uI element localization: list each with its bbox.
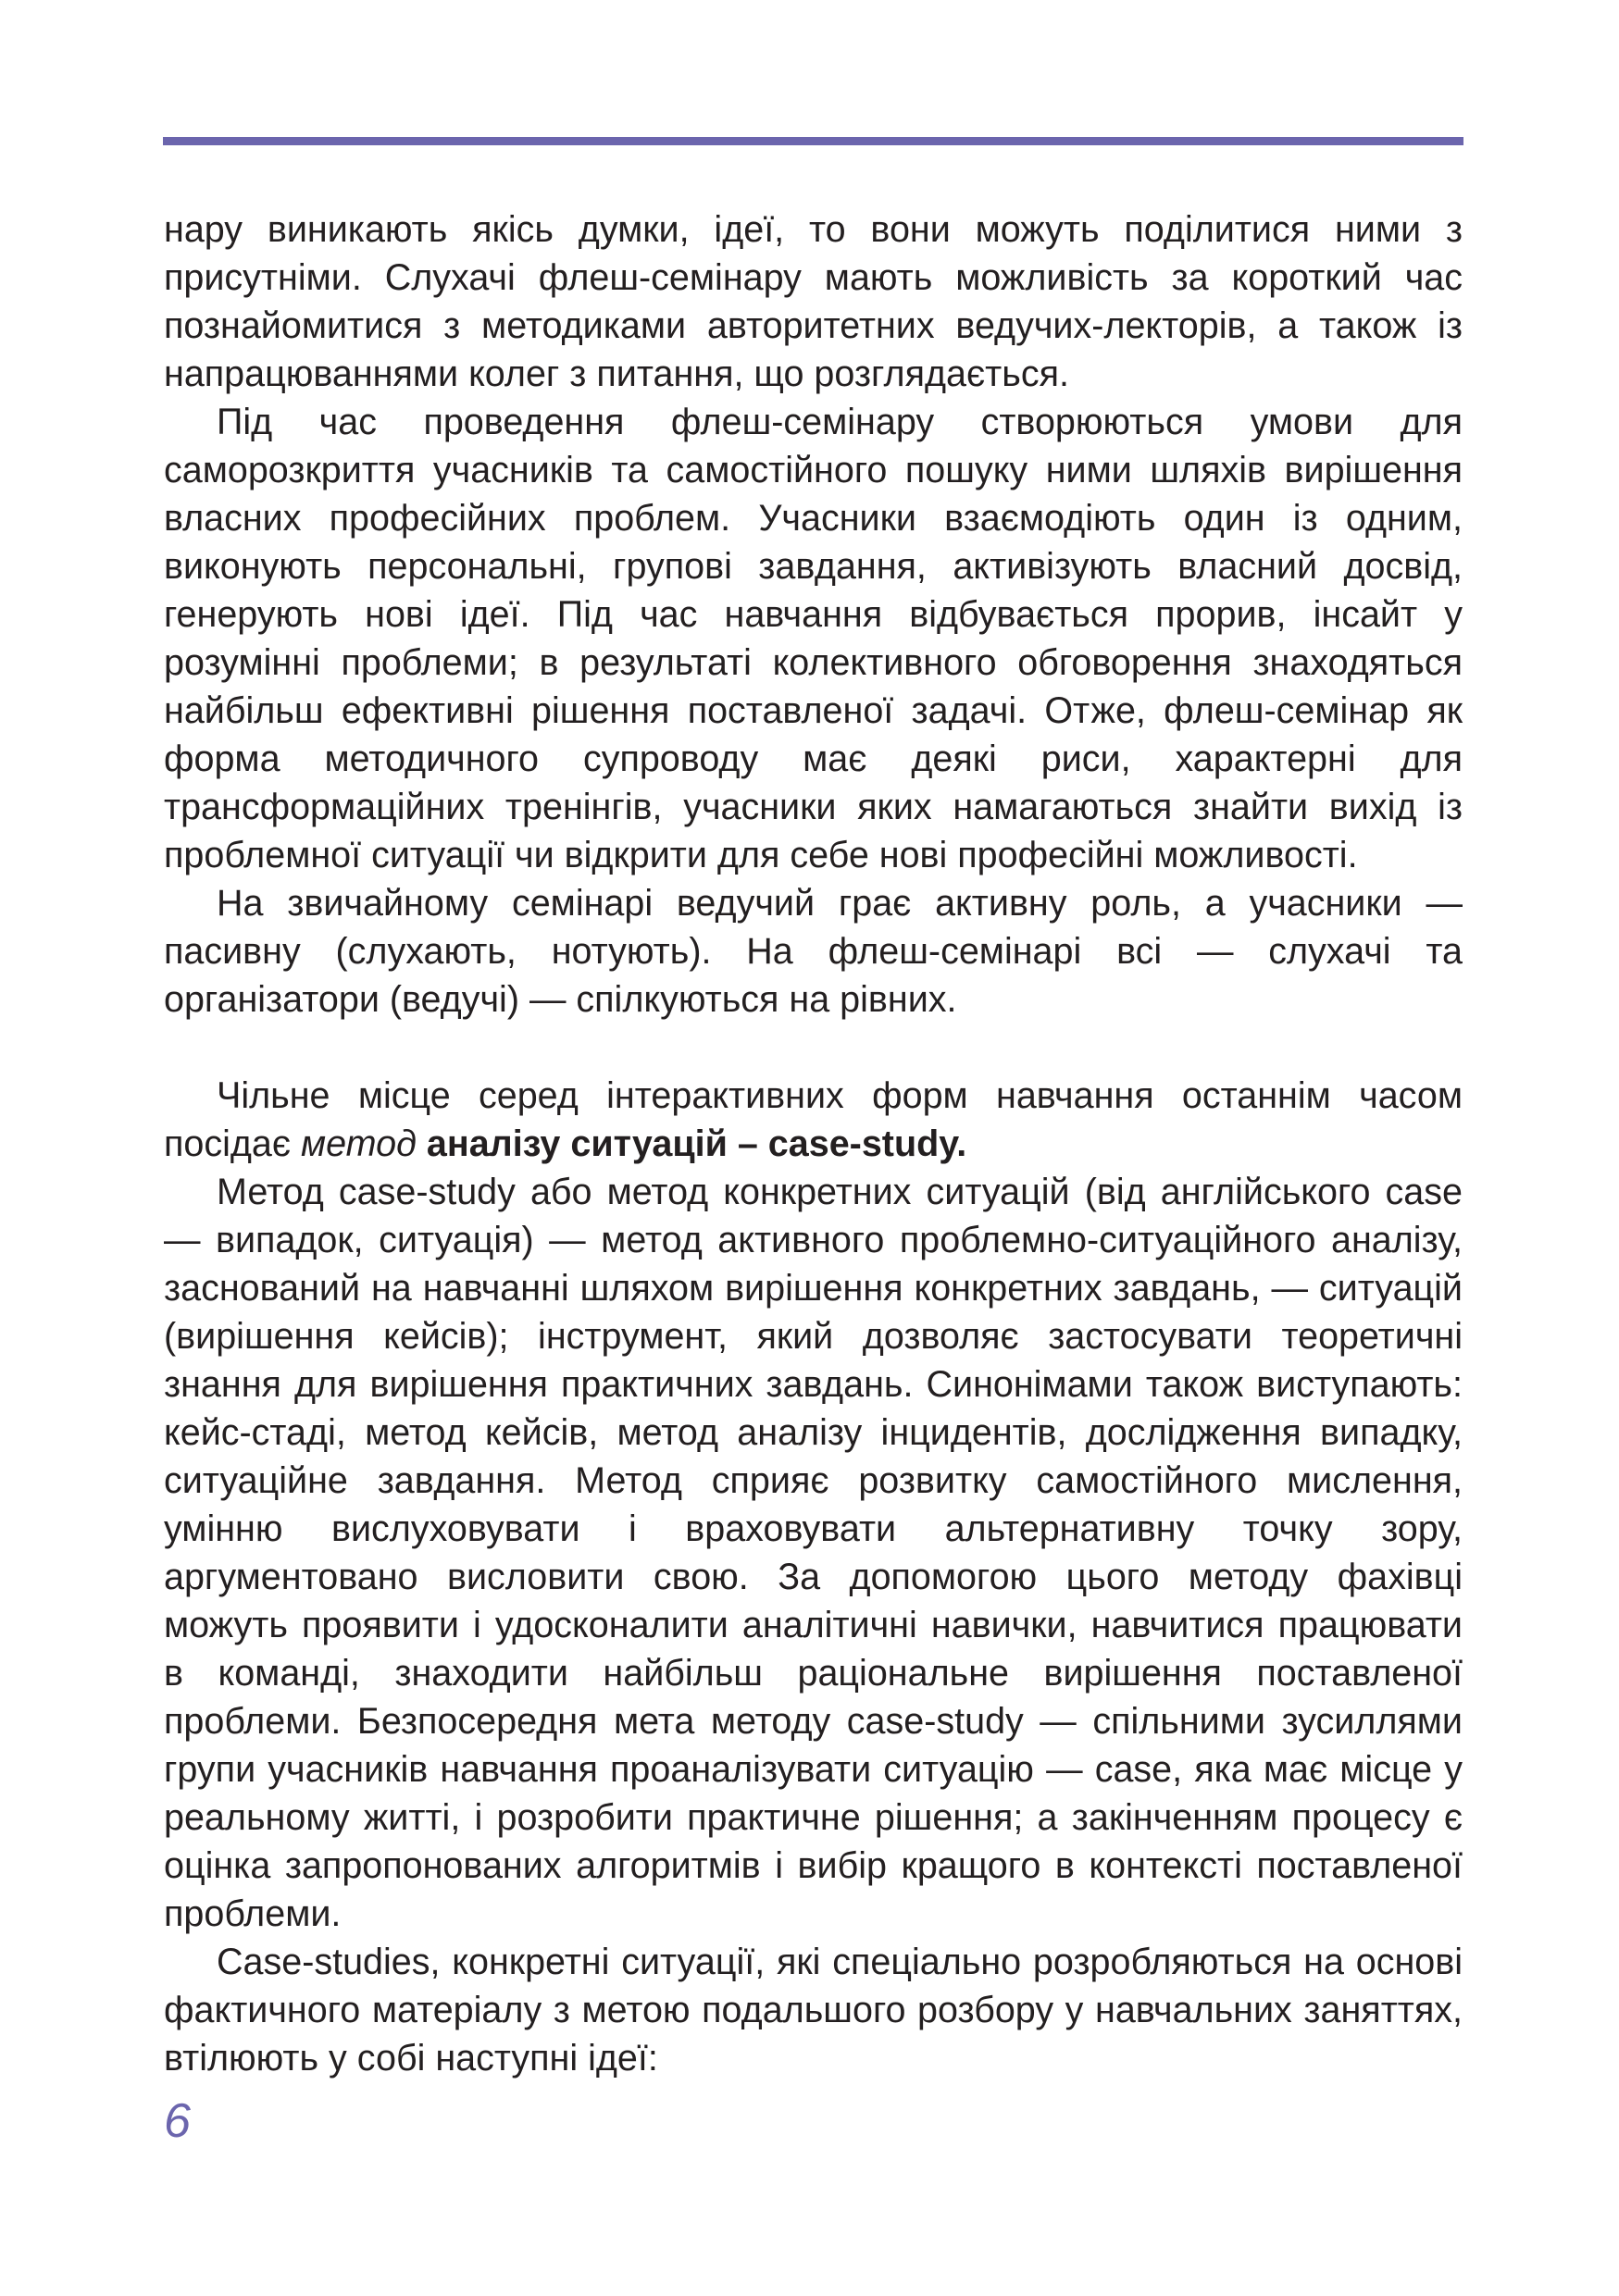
paragraph-ordinary-seminar: На звичайному семінарі ведучий грає активну роль, а учасники — пасивну (слухають, нотують). На флеш-семінарі всі — слухачі та організатори (ведучі) — спілкуються на рівних. [164,883,1463,1020]
page-body [164,205,1463,2082]
paragraph-case-study-intro [164,1072,1463,1168]
intro-text: Чільне місце серед інтерактивних форм навчання останнім часом посідає [164,1075,1463,1164]
intro-italic-term: метод [301,1123,417,1164]
intro-bold-term: аналізу ситуацій – case-study. [426,1123,967,1164]
page-number: 6 [164,2094,191,2148]
paragraph-flash-seminar-conditions: Під час проведення флеш-семінару створюються умови для саморозкриття учасників та самостійного пошуку ними шляхів вирішення власних професійних проблем. Учасники взаємодіють один із одним, виконують персональні, групові завдання, активізують власний досвід, генерують нові ідеї. Під час навчання відбувається прорив, інсайт у розумінні проблеми; в результаті колективного обговорення знаходяться найбільш ефективні рішення поставленої задачі. Отже, флеш-семінар як форма методичного супроводу має деякі риси, характерні для трансформаційних тренінгів, учасники яких намагаються знайти вихід із проблемної ситуації чи відкрити для себе нові професійні можливості. [164,402,1463,875]
intro-space [417,1123,427,1164]
paragraph-continuation: нару виникають якісь думки, ідеї, то вони можуть поділитися ними з присутніми. Слухачі флеш-семінару мають можливість за короткий час познайомитися з методиками авторитетних ведучих-лекторів, а також із напрацюваннями колег з питання, що розглядається. [164,209,1463,394]
paragraph-case-studies-ideas: Case-studies, конкретні ситуації, які спеціально розробляються на основі фактичного матеріалу з метою подальшого розбору у навчальних заняттях, втілюють у собі наступні ідеї: [164,1942,1463,2079]
header-rule [163,137,1463,145]
paragraph-case-study-definition: Метод case-study або метод конкретних ситуацій (від англійського case — випадок, ситуація) — метод активного проблемно-ситуаційного аналізу, заснований на навчанні шляхом вирішення конкретних завдань, — ситуацій (вирішення кейсів); інструмент, який дозволяє застосувати теоретичні знання для вирішення практичних завдань. Синонімами також виступають: кейс-стаді, метод кейсів, метод аналізу інцидентів, дослідження випадку, ситуаційне завдання. Метод сприяє розвитку самостійного мислення, умінню вислуховувати і враховувати альтернативну точку зору, аргументовано висловити свою. За допомогою цього методу фахівці можуть проявити і удосконалити аналітичні навички, навчитися працювати в команді, знаходити найбільш раціональне вирішення поставленої проблеми. Безпосередня мета методу case-study — спільними зусиллями групи учасників навчання проаналізувати ситуацію — case, яка має місце у реальному житті, і розробити практичне рішення; а закінченням процесу є оцінка запропонованих алгоритмів і вибір кращого в контексті поставленої проблеми. [164,1172,1463,1934]
